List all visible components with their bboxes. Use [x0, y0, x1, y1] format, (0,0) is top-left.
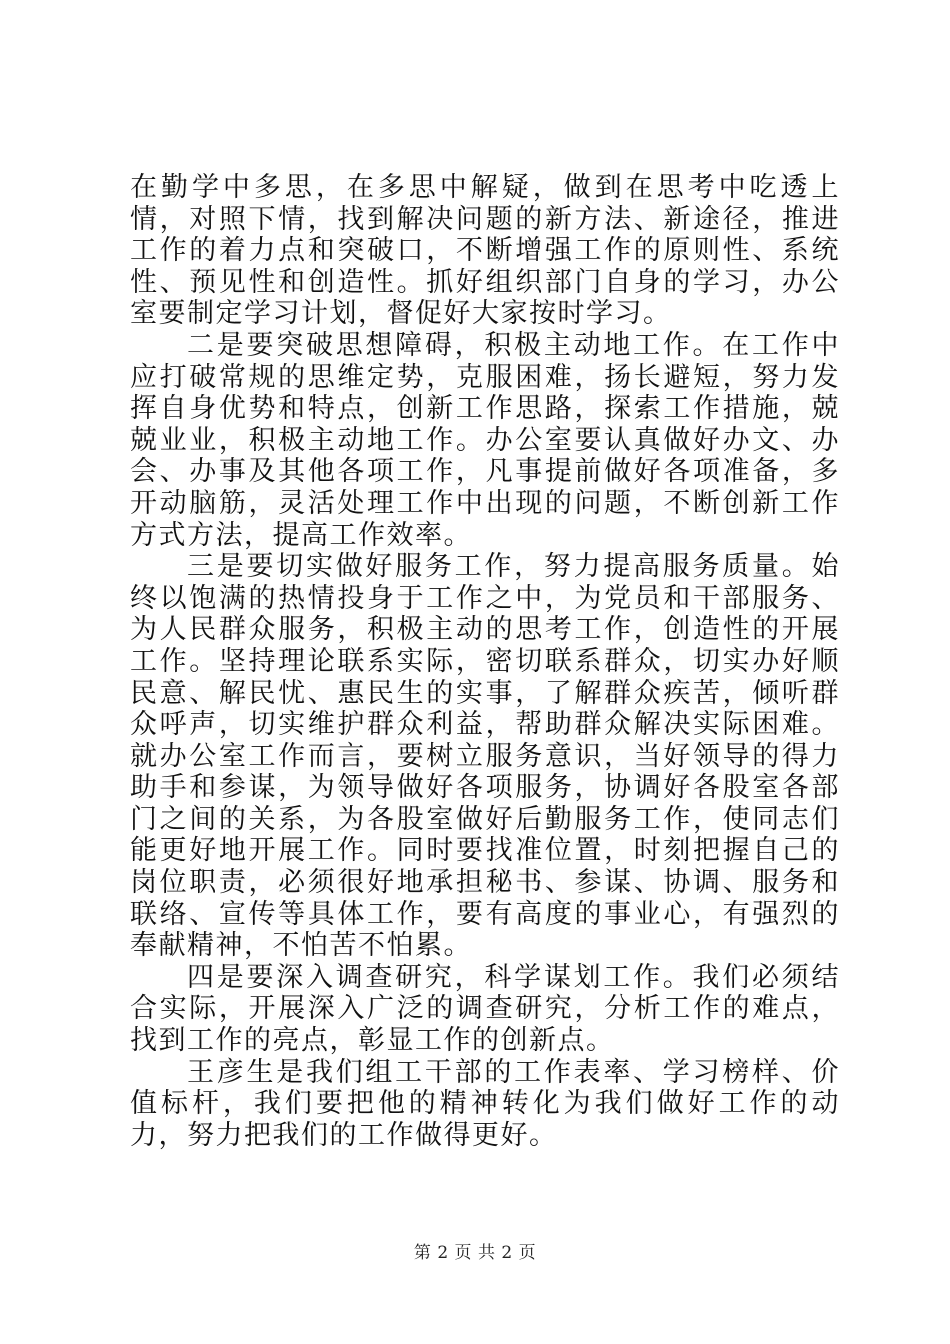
paragraph-conclusion: 王彦生是我们组工干部的工作表率、学习榜样、价值标杆，我们要把他的精神转化为我们做好工作的动力，努力把我们的工作做得更好。 [130, 1056, 840, 1151]
paragraph-point-four: 四是要深入调查研究，科学谋划工作。我们必须结合实际，开展深入广泛的调查研究，分析工作的难点，找到工作的亮点，彰显工作的创新点。 [130, 961, 840, 1057]
page-number-label: 第 2 页 共 2 页 [413, 1243, 537, 1263]
paragraph-point-two: 二是要突破思想障碍，积极主动地工作。在工作中应打破常规的思维定势，克服困难，扬长避短，努力发挥自身优势和特点，创新工作思路，探索工作措施，兢兢业业，积极主动地工作。办公室要认真做好办文、办会、办事及其他各项工作，凡事提前做好各项准备，多开动脑筋，灵活处理工作中出现的问题，不断创新工作方式方法，提高工作效率。 [130, 329, 840, 551]
paragraph-continued: 在勤学中多思，在多思中解疑，做到在思考中吃透上情，对照下情，找到解决问题的新方法、新途径，推进工作的着力点和突破口，不断增强工作的原则性、系统性、预见性和创造性。抓好组织部门自身的学习，办公室要制定学习计划，督促好大家按时学习。 [130, 172, 840, 330]
paragraph-point-three: 三是要切实做好服务工作，努力提高服务质量。始终以饱满的热情投身于工作之中，为党员和干部服务、为人民群众服务，积极主动的思考工作，创造性的开展工作。坚持理论联系实际，密切联系群众，切实办好顺民意、解民忧、惠民生的实事，了解群众疾苦，倾听群众呼声，切实维护群众利益，帮助群众解决实际困难。就办公室工作而言，要树立服务意识，当好领导的得力助手和参谋，为领导做好各项服务，协调好各股室各部门之间的关系，为各股室做好后勤服务工作，使同志们能更好地开展工作。同时要找准位置，时刻把握自己的岗位职责，必须很好地承担秘书、参谋、协调、服务和联络、宣传等具体工作，要有高度的事业心，有强烈的奉献精神，不怕苦不怕累。 [130, 551, 840, 962]
page-footer [0, 1242, 950, 1264]
document-body [130, 172, 840, 1151]
